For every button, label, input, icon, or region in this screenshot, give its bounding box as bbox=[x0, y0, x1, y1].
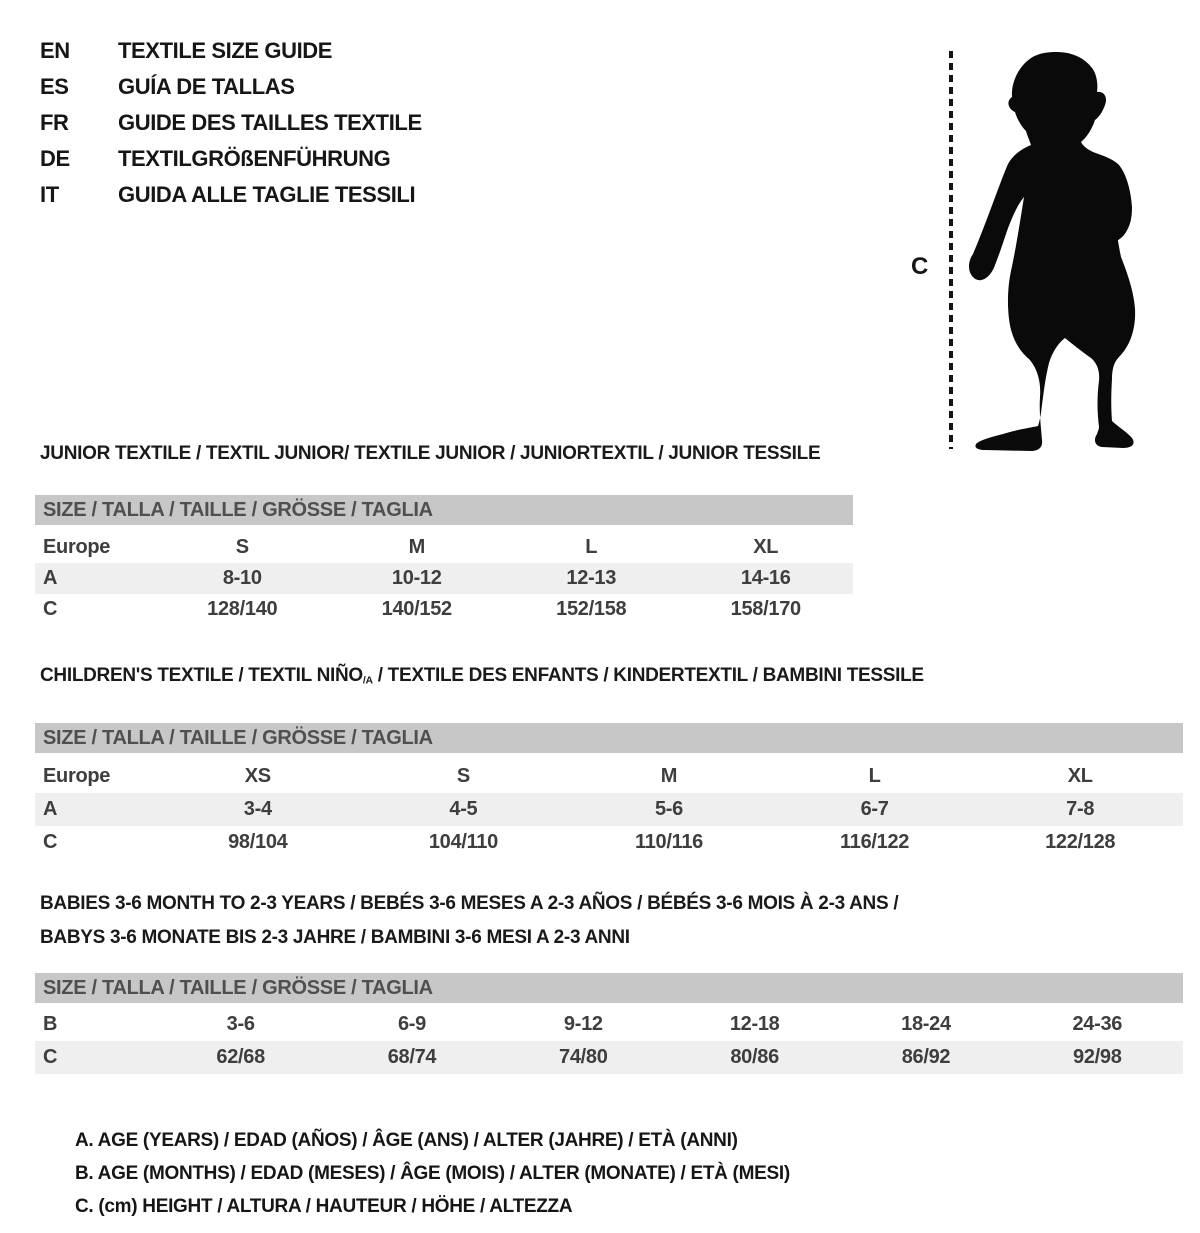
toddler-silhouette-icon bbox=[961, 47, 1151, 452]
size-cell: 122/128 bbox=[1045, 830, 1116, 853]
size-cell: 14-16 bbox=[740, 567, 791, 589]
size-cell: 104/110 bbox=[428, 830, 498, 853]
language-title: GUÍA DE TALLAS bbox=[118, 74, 295, 99]
size-cell: 80/86 bbox=[730, 1045, 779, 1068]
size-table-header: SIZE / TALLA / TAILLE / GRÖSSE / TAGLIA bbox=[35, 723, 1183, 753]
size-sections bbox=[35, 437, 1183, 1074]
size-cell: 140/152 bbox=[381, 598, 452, 620]
size-cell: 62/68 bbox=[216, 1045, 265, 1068]
size-cell: 158/170 bbox=[730, 598, 801, 620]
language-title: GUIDA ALLE TAGLIE TESSILI bbox=[118, 182, 416, 207]
size-cell: L bbox=[585, 536, 598, 558]
size-table-row bbox=[35, 1008, 1183, 1041]
size-cell: 6-7 bbox=[860, 797, 889, 820]
heading-text-segment: CHILDREN'S TEXTILE / TEXTIL NIÑO bbox=[40, 665, 363, 686]
language-code: DE bbox=[40, 146, 70, 171]
size-cell: 152/158 bbox=[556, 598, 627, 620]
legend-line: B. AGE (MONTHS) / EDAD (MESES) / ÂGE (MOIS) / ALTER (MONATE) / ETÀ (MESI) bbox=[75, 1162, 790, 1184]
size-table-row bbox=[35, 532, 853, 563]
size-cell: S bbox=[456, 764, 470, 787]
size-cell: 12-18 bbox=[729, 1012, 780, 1035]
size-cell: XL bbox=[753, 536, 779, 558]
size-cell: 24-36 bbox=[1072, 1012, 1123, 1035]
size-cell: L bbox=[868, 764, 881, 787]
heading-text-segment: /A bbox=[362, 675, 373, 687]
row-label: Europe bbox=[43, 536, 111, 558]
size-table-row bbox=[35, 1041, 1183, 1074]
size-cell: 68/74 bbox=[387, 1045, 437, 1068]
size-cell: 128/140 bbox=[207, 598, 278, 620]
size-table-row bbox=[35, 760, 1183, 793]
height-dashed-line bbox=[949, 51, 953, 449]
row-label: C bbox=[43, 598, 58, 620]
section-heading-line bbox=[40, 921, 1183, 955]
size-table-row bbox=[35, 826, 1183, 859]
section-children bbox=[35, 659, 1183, 859]
size-table-header: SIZE / TALLA / TAILLE / GRÖSSE / TAGLIA bbox=[35, 973, 1183, 1003]
row-label: C bbox=[43, 830, 58, 853]
section-heading-line bbox=[40, 659, 1183, 699]
size-cell: 86/92 bbox=[901, 1045, 951, 1068]
language-code: ES bbox=[40, 74, 69, 99]
size-cell: 3-4 bbox=[243, 797, 272, 820]
size-table-row bbox=[35, 793, 1183, 826]
section-heading-babies bbox=[35, 887, 1183, 955]
size-guide-content bbox=[35, 437, 1183, 1223]
size-cell: 12-13 bbox=[566, 567, 617, 589]
size-table-babies bbox=[35, 973, 1183, 1074]
height-measure-figure bbox=[905, 47, 1155, 457]
language-code: EN bbox=[40, 38, 70, 63]
size-table-header: SIZE / TALLA / TAILLE / GRÖSSE / TAGLIA bbox=[35, 495, 853, 525]
size-cell: 98/104 bbox=[228, 830, 288, 853]
size-cell: XS bbox=[244, 764, 271, 787]
section-babies bbox=[35, 887, 1183, 1074]
row-label: A bbox=[43, 797, 58, 820]
size-cell: 10-12 bbox=[391, 567, 442, 589]
size-cell: 110/116 bbox=[634, 830, 703, 853]
size-cell: 4-5 bbox=[449, 797, 478, 820]
legend-line: C. (cm) HEIGHT / ALTURA / HAUTEUR / HÖHE / ALTEZZA bbox=[75, 1195, 573, 1217]
language-title: TEXTILGRÖßENFÜHRUNG bbox=[118, 146, 391, 171]
size-cell: 3-6 bbox=[226, 1012, 255, 1035]
size-cell: XL bbox=[1067, 764, 1093, 787]
heading-text-segment: / TEXTILE DES ENFANTS / KINDERTEXTIL / BAMBINI TESSILE bbox=[372, 665, 924, 686]
section-heading-line bbox=[40, 887, 1183, 921]
language-code: IT bbox=[40, 182, 59, 207]
size-cell: 6-9 bbox=[397, 1012, 426, 1035]
size-cell: M bbox=[660, 764, 678, 787]
size-table-children bbox=[35, 723, 1183, 859]
row-label: C bbox=[43, 1045, 58, 1068]
size-cell: M bbox=[408, 536, 425, 558]
size-cell: 74/80 bbox=[559, 1045, 608, 1068]
legend-line: A. AGE (YEARS) / EDAD (AÑOS) / ÂGE (ANS) / ALTER (JAHRE) / ETÀ (ANNI) bbox=[75, 1129, 738, 1151]
measure-c-label: C bbox=[911, 253, 929, 280]
size-cell: 18-24 bbox=[901, 1012, 951, 1035]
heading-text-segment: JUNIOR TEXTILE / TEXTIL JUNIOR/ TEXTILE JUNIOR / JUNIORTEXTIL / JUNIOR TESSILE bbox=[40, 443, 821, 464]
size-cell: 116/122 bbox=[840, 830, 910, 853]
row-label: A bbox=[43, 567, 58, 589]
size-table-row bbox=[35, 594, 853, 625]
size-cell: S bbox=[235, 536, 249, 558]
language-title: GUIDE DES TAILLES TEXTILE bbox=[118, 110, 422, 135]
language-title: TEXTILE SIZE GUIDE bbox=[118, 38, 333, 63]
language-code: FR bbox=[40, 110, 69, 135]
size-cell: 7-8 bbox=[1066, 797, 1095, 820]
measure-legend bbox=[75, 1124, 1183, 1223]
row-label: Europe bbox=[43, 764, 111, 787]
size-table-row bbox=[35, 563, 853, 594]
size-cell: 92/98 bbox=[1073, 1045, 1122, 1068]
size-table-junior bbox=[35, 495, 853, 625]
section-junior bbox=[35, 437, 1183, 625]
size-cell: 5-6 bbox=[654, 797, 683, 820]
size-cell: 8-10 bbox=[222, 567, 262, 589]
heading-text-segment: BABYS 3-6 MONATE BIS 2-3 JAHRE / BAMBINI 3-6 MESI A 2-3 ANNI bbox=[40, 926, 630, 948]
size-cell: 9-12 bbox=[563, 1012, 603, 1035]
row-label: B bbox=[43, 1012, 58, 1035]
section-heading-children bbox=[35, 659, 1183, 699]
heading-text-segment: BABIES 3-6 MONTH TO 2-3 YEARS / BEBÉS 3-6 MESES A 2-3 AÑOS / BÉBÉS 3-6 MOIS À 2-3 ANS / bbox=[40, 892, 899, 914]
